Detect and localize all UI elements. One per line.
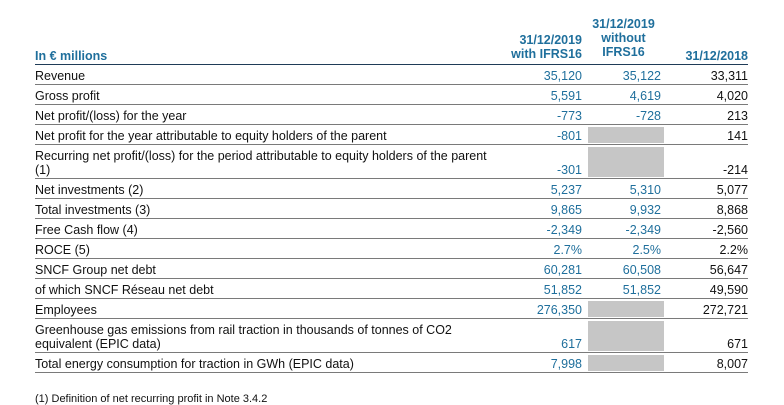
row-label: Total energy consumption for traction in GWh (EPIC data) bbox=[35, 357, 354, 371]
cell-v2: 60,508 bbox=[622, 263, 661, 277]
table-row bbox=[35, 279, 748, 299]
row-label: Net profit/(loss) for the year bbox=[35, 109, 187, 123]
row-label: Free Cash flow (4) bbox=[35, 223, 138, 237]
not-applicable-cell bbox=[588, 127, 664, 143]
row-label: Net profit for the year attributable to equity holders of the parent bbox=[35, 129, 387, 143]
cell-v2: 9,932 bbox=[629, 203, 661, 217]
row-label: Total investments (3) bbox=[35, 203, 151, 217]
cell-v1: 276,350 bbox=[536, 303, 582, 317]
column-header-2019-without-ifrs16: 31/12/2019 without IFRS16 bbox=[592, 17, 655, 59]
cell-v2: 2.5% bbox=[632, 243, 661, 257]
cell-v1: 5,591 bbox=[550, 89, 582, 103]
cell-v3: 272,721 bbox=[702, 303, 748, 317]
table-row bbox=[35, 259, 748, 279]
row-label: Gross profit bbox=[35, 89, 100, 103]
table-row bbox=[35, 319, 748, 353]
row-label: Employees bbox=[35, 303, 97, 317]
cell-v2: 5,310 bbox=[629, 183, 661, 197]
cell-v3: 8,868 bbox=[716, 203, 748, 217]
not-applicable-cell bbox=[588, 147, 664, 177]
cell-v3: -214 bbox=[722, 163, 748, 177]
cell-v3: 213 bbox=[727, 109, 748, 123]
table-row bbox=[35, 199, 748, 219]
cell-v3: 4,020 bbox=[716, 89, 748, 103]
cell-v1: 7,998 bbox=[550, 357, 582, 371]
table-row bbox=[35, 65, 748, 85]
cell-v1: 617 bbox=[561, 337, 582, 351]
table-row bbox=[35, 353, 748, 373]
not-applicable-cell bbox=[588, 355, 664, 371]
cell-v1: 5,237 bbox=[550, 183, 582, 197]
table-row bbox=[35, 179, 748, 199]
cell-v1: 35,120 bbox=[543, 69, 582, 83]
cell-v1: 2.7% bbox=[553, 243, 582, 257]
table-row bbox=[35, 239, 748, 259]
row-label: of which SNCF Réseau net debt bbox=[35, 283, 214, 297]
cell-v2: -728 bbox=[635, 109, 661, 123]
cell-v1: -2,349 bbox=[546, 223, 582, 237]
cell-v3: 141 bbox=[727, 129, 748, 143]
cell-v3: 5,077 bbox=[716, 183, 748, 197]
cell-v1: -301 bbox=[556, 163, 582, 177]
cell-v3: 2.2% bbox=[719, 243, 748, 257]
row-label: Greenhouse gas emissions from rail traction in thousands of tonnes of CO2 equivalent (EPIC data) bbox=[35, 323, 452, 351]
row-label: Recurring net profit/(loss) for the period attributable to equity holders of the parent (1) bbox=[35, 149, 487, 177]
units-label: In € millions bbox=[35, 49, 108, 63]
cell-v1: -801 bbox=[556, 129, 582, 143]
cell-v2: -2,349 bbox=[625, 223, 661, 237]
cell-v3: 49,590 bbox=[709, 283, 748, 297]
financial-table bbox=[0, 65, 784, 373]
row-label: SNCF Group net debt bbox=[35, 263, 156, 277]
cell-v3: 33,311 bbox=[710, 69, 748, 83]
row-label: ROCE (5) bbox=[35, 243, 90, 257]
table-row bbox=[35, 105, 748, 125]
cell-v3: 671 bbox=[727, 337, 748, 351]
cell-v3: -2,560 bbox=[712, 223, 748, 237]
column-header-2018: 31/12/2018 bbox=[685, 49, 748, 63]
table-row bbox=[35, 125, 748, 145]
table-row bbox=[35, 219, 748, 239]
cell-v2: 51,852 bbox=[622, 283, 661, 297]
table-row bbox=[35, 145, 748, 179]
row-label: Revenue bbox=[35, 69, 86, 83]
column-header-2019-with-ifrs16: 31/12/2019 with IFRS16 bbox=[511, 33, 582, 61]
not-applicable-cell bbox=[588, 321, 664, 351]
cell-v3: 8,007 bbox=[716, 357, 748, 371]
cell-v1: -773 bbox=[556, 109, 582, 123]
table-row bbox=[35, 299, 748, 319]
cell-v2: 4,619 bbox=[629, 89, 661, 103]
cell-v2: 35,122 bbox=[622, 69, 661, 83]
row-label: Net investments (2) bbox=[35, 183, 144, 197]
footnote: (1) Definition of net recurring profit in Note 3.4.2 bbox=[35, 393, 268, 405]
cell-v1: 9,865 bbox=[550, 203, 582, 217]
table-row bbox=[35, 85, 748, 105]
cell-v1: 51,852 bbox=[543, 283, 582, 297]
not-applicable-cell bbox=[588, 301, 664, 317]
cell-v3: 56,647 bbox=[709, 263, 748, 277]
cell-v1: 60,281 bbox=[543, 263, 582, 277]
